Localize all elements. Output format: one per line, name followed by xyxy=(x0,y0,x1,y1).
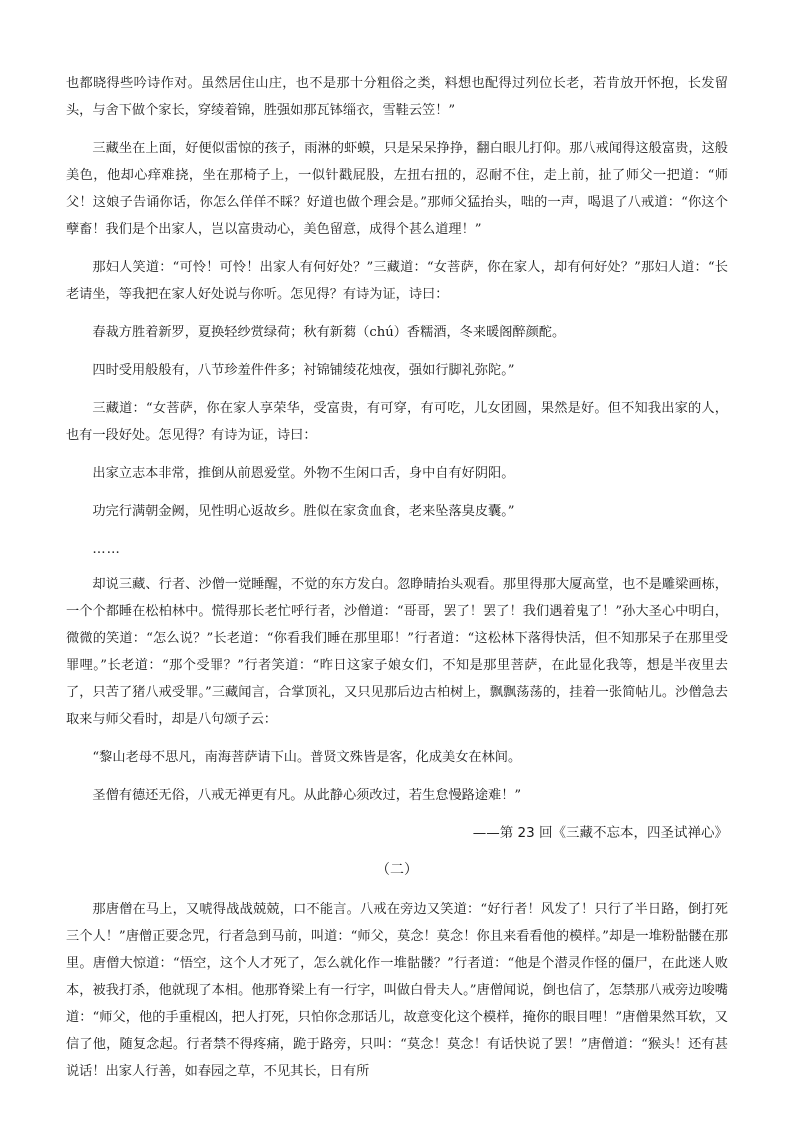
poem-line: 四时受用般般有，八节珍羞件件多；衬锦铺绫花烛夜，强如行脚礼弥陀。” xyxy=(92,363,515,378)
document-page xyxy=(66,70,728,1096)
paragraph-morning: 却说三藏、行者、沙僧一觉睡醒，不觉的东方发白。忽睁睛抬头观看。那里得那大厦高堂，也不是雕梁画栋，一个个都睡在松柏林中。慌得那长老忙呼行者，沙僧道：“哥哥，罢了！罢了！我们遇着鬼了！”孙大圣心中明白，微微的笑道：“怎么说？”长老道：“你看我们睡在那里耶！”行者道：“这松林下落得快活，但不知那呆子在那里受罪哩。”长老道：“那个受罪？”行者笑道：“昨日这家子娘女们，不知是那里菩萨，在此显化我等，想是半夜里去了，只苦了猪八戒受罪。”三藏闻言，合掌顶礼，又只见那后边古柏树上，飘飘荡荡的，挂着一张简帖儿。沙僧急去取来与师父看时，却是八句颂子云： xyxy=(66,577,728,727)
paragraph-woman-speech: 那妇人笑道：“可怜！可怜！出家人有何好处？”三藏道：“女菩萨，你在家人，却有何好处？”那妇人道：“长老请坐，等我把在家人好处说与你听。怎见得？有诗为证，诗曰： xyxy=(66,260,728,302)
section-title: （二） xyxy=(376,862,418,878)
paragraph-continuation: 也都晓得些吟诗作对。虽然居住山庄，也不是那十分粗俗之类，料想也配得过列位长老，若肯放开怀抱，长发留头，与舍下做个家长，穿绫着锦，胜强如那瓦钵缁衣，雪鞋云笠！” xyxy=(66,76,728,118)
ellipsis: …… xyxy=(92,542,121,557)
poem-line: 春裁方胜着新罗，夏换轻纱赏绿荷；秋有新蒭（chú）香糯酒，冬来暖阁醉颜酡。 xyxy=(92,325,566,340)
paragraph-sanzang-reply: 三藏道：“女菩萨，你在家人享荣华，受富贵，有可穿，有可吃，儿女团圆，果然是好。但不知我出家的人，也有一段好处。怎见得？有诗为证，诗曰： xyxy=(66,401,728,443)
verse-line: “黎山老母不思凡，南海菩萨请下山。普贤文殊皆是客，化成美女在林间。 xyxy=(92,750,522,765)
poem-line: 出家立志本非常，推倒从前恩爱堂。外物不生闲口舌，身中自有好阴阳。 xyxy=(92,466,515,481)
chapter-attribution: ——第 23 回《三藏不忘本，四圣试禅心》 xyxy=(472,825,728,841)
paragraph-tang-seng: 那唐僧在马上，又唬得战战兢兢，口不能言。八戒在旁边又笑道：“好行者！风发了！只行了半日路，倒打死三个人！”唐僧正要念咒，行者急到马前，叫道：“师父，莫念！莫念！你且来看看他的模样。”却是一堆粉骷髅在那里。唐僧大惊道：“悟空，这个人才死了，怎么就化作一堆骷髅？”行者道：“他是个潜灵作怪的僵尸，在此迷人败本，被我打杀，他就现了本相。他那脊梁上有一行字，叫做白骨夫人。”唐僧闻说，倒也信了，怎禁那八戒旁边唆嘴道：“师父，他的手重棍凶，把人打死，只怕你念那话儿，故意变化这个模样，掩你的眼目哩！”唐僧果然耳软，又信了他，随复念起。行者禁不得疼痛，跪于路旁，只叫：“莫念！莫念！有话快说了罢！”唐僧道：“猴头！还有甚说话！出家人行善，如春园之草，不见其长，日有所 xyxy=(66,902,728,1079)
poem-line: 功完行满朝金阙，见性明心返故乡。胜似在家贪血食，老来坠落臭皮囊。” xyxy=(92,504,515,519)
paragraph-sanzang-reaction: 三藏坐在上面，好便似雷惊的孩子，雨淋的虾蟆，只是呆呆挣挣，翻白眼儿打仰。那八戒闻得这般富贵，这般美色，他却心痒难挠，坐在那椅子上，一似针戳屁股，左扭右扭的，忍耐不住，走上前，扯了师父一把道：“师父！这娘子告诵你话，你怎么佯佯不睬？好道也做个理会是。”那师父猛抬头，咄的一声，喝退了八戒道：“你这个孽畜！我们是个出家人，岂以富贵动心，美色留意，成得个甚么道理！” xyxy=(66,141,728,237)
verse-line: 圣僧有德还无俗，八戒无禅更有凡。从此静心须改过，若生怠慢路途难！” xyxy=(92,788,522,803)
